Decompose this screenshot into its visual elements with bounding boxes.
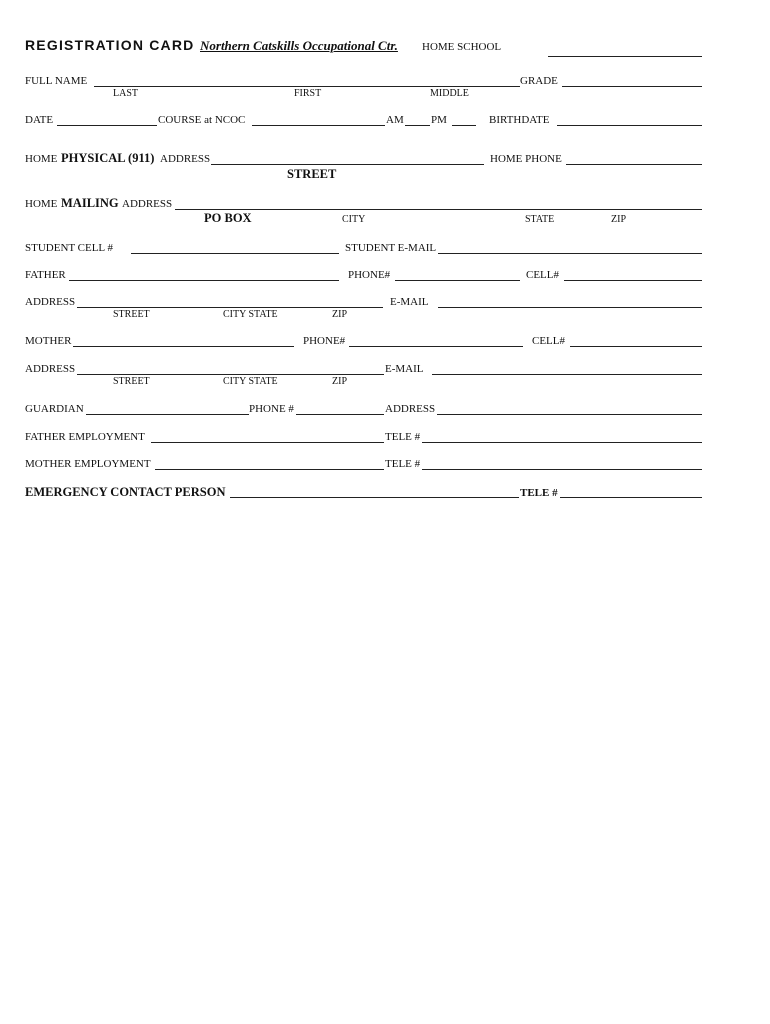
mother-name-field[interactable] (73, 346, 294, 347)
mother-address-label: ADDRESS (25, 363, 76, 375)
student-email-field[interactable] (438, 253, 702, 254)
organization-name: Northern Catskills Occupational Ctr. (200, 38, 398, 53)
emergency-contact-label: EMERGENCY CONTACT PERSON (25, 485, 226, 499)
emergency-contact-field[interactable] (230, 497, 519, 498)
mother-zip-caption: ZIP (332, 376, 347, 387)
first-name-caption: FIRST (294, 88, 322, 99)
physical-911-label: PHYSICAL (911) (61, 151, 155, 165)
mother-cell-label: CELL# (532, 335, 565, 347)
am-label: AM (386, 114, 404, 126)
home-phone-label: HOME PHONE (490, 153, 562, 165)
course-field[interactable] (252, 125, 385, 126)
father-email-label: E-MAIL (390, 296, 429, 308)
father-cell-field[interactable] (564, 280, 702, 281)
mother-street-caption: STREET (113, 376, 150, 387)
full-name-field[interactable] (94, 86, 520, 87)
mailing-address-field[interactable] (175, 209, 702, 210)
course-label: COURSE at NCOC (158, 114, 246, 126)
mother-city-state-caption: CITY STATE (223, 376, 278, 387)
po-box-caption: PO BOX (204, 211, 252, 225)
mailing-address-label: ADDRESS (122, 198, 173, 210)
mother-employment-field[interactable] (155, 469, 384, 470)
mother-email-field[interactable] (432, 374, 702, 375)
mother-employment-label: MOTHER EMPLOYMENT (25, 458, 151, 470)
grade-field[interactable] (562, 86, 702, 87)
birthdate-label: BIRTHDATE (489, 114, 550, 126)
last-name-caption: LAST (113, 88, 138, 99)
guardian-phone-field[interactable] (296, 414, 384, 415)
mother-cell-field[interactable] (570, 346, 702, 347)
guardian-label: GUARDIAN (25, 403, 84, 415)
father-email-field[interactable] (438, 307, 702, 308)
physical-home-label: HOME (25, 153, 58, 165)
father-cell-label: CELL# (526, 269, 559, 281)
date-field[interactable] (57, 125, 157, 126)
father-label: FATHER (25, 269, 66, 281)
home-school-label: HOME SCHOOL (422, 41, 502, 53)
father-tele-label: TELE # (385, 431, 421, 443)
mother-label: MOTHER (25, 335, 72, 347)
mother-phone-label: PHONE# (303, 335, 346, 347)
mother-email-label: E-MAIL (385, 363, 424, 375)
father-city-state-caption: CITY STATE (223, 309, 278, 320)
father-phone-field[interactable] (395, 280, 520, 281)
student-cell-field[interactable] (131, 253, 339, 254)
home-school-field[interactable] (548, 56, 702, 57)
home-phone-field[interactable] (566, 164, 702, 165)
guardian-address-field[interactable] (437, 414, 702, 415)
mother-tele-label: TELE # (385, 458, 421, 470)
mother-tele-field[interactable] (422, 469, 702, 470)
father-phone-label: PHONE# (348, 269, 391, 281)
date-label: DATE (25, 114, 54, 126)
father-employment-label: FATHER EMPLOYMENT (25, 431, 145, 443)
emergency-tele-field[interactable] (560, 497, 702, 498)
mailing-city-caption: CITY (342, 214, 366, 225)
father-name-field[interactable] (69, 280, 339, 281)
father-zip-caption: ZIP (332, 309, 347, 320)
pm-label: PM (431, 114, 447, 126)
father-address-field[interactable] (77, 307, 383, 308)
guardian-address-label: ADDRESS (385, 403, 436, 415)
birthdate-field[interactable] (557, 125, 702, 126)
guardian-phone-label: PHONE # (249, 403, 294, 415)
form-title: REGISTRATION CARD (25, 37, 195, 53)
mother-phone-field[interactable] (349, 346, 523, 347)
physical-street-caption: STREET (287, 167, 337, 181)
mailing-state-caption: STATE (525, 214, 555, 225)
father-tele-field[interactable] (422, 442, 702, 443)
grade-label: GRADE (520, 75, 558, 87)
mailing-zip-caption: ZIP (611, 214, 626, 225)
middle-name-caption: MIDDLE (430, 88, 469, 99)
pm-field[interactable] (452, 125, 476, 126)
mother-address-field[interactable] (77, 374, 384, 375)
mailing-label: MAILING (61, 196, 119, 210)
father-street-caption: STREET (113, 309, 150, 320)
guardian-name-field[interactable] (86, 414, 249, 415)
father-address-label: ADDRESS (25, 296, 76, 308)
am-field[interactable] (405, 125, 430, 126)
mailing-home-label: HOME (25, 198, 58, 210)
physical-address-label: ADDRESS (160, 153, 211, 165)
student-cell-label: STUDENT CELL # (25, 242, 113, 254)
physical-address-field[interactable] (211, 164, 484, 165)
student-email-label: STUDENT E-MAIL (345, 242, 437, 254)
father-employment-field[interactable] (151, 442, 384, 443)
emergency-tele-label: TELE # (520, 487, 558, 499)
full-name-label: FULL NAME (25, 75, 88, 87)
